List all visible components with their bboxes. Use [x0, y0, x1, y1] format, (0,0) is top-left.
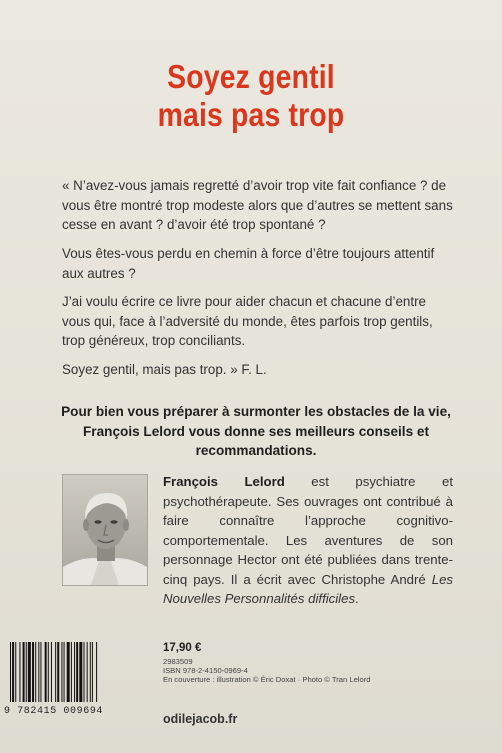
- title-line-1: Soyez gentil: [167, 58, 335, 95]
- barcode-digits: 9 782415 009694: [4, 706, 104, 717]
- isbn: ISBN 978-2-4150-0969-4: [163, 666, 248, 675]
- bio-end: .: [355, 591, 359, 606]
- price: 17,90 €: [163, 642, 202, 654]
- author-name: François Lelord: [163, 474, 285, 489]
- title-line-2: mais pas trop: [157, 96, 345, 133]
- quote-paragraph-1: « N’avez-vous jamais regretté d’avoir trop vite fait confiance ? de vous être montré trop modeste alors que d’autres se mettent sans cesse en avant ? d’avoir été trop spontané ?: [62, 178, 453, 232]
- bio-book-title: Les Nouvelles Personnalités difficiles: [163, 571, 453, 606]
- bio-text: est psychiatre et psychothérapeute. Ses ouvrages ont contribué à faire connaître l’approche cognitivo-comportementale. Les aventures de son personnage Hector ont été publiées dans trente-cinq pays. Il a écrit avec Christophe André: [163, 474, 453, 587]
- quote-paragraph-4: Soyez gentil, mais pas trop. » F. L.: [62, 362, 267, 377]
- publisher-website: odilejacob.fr: [163, 712, 238, 726]
- author-bio: [163, 472, 453, 609]
- barcode: [6, 642, 146, 702]
- ref-code: 2983509: [163, 657, 193, 666]
- quote-paragraph-3: J’ai voulu écrire ce livre pour aider chacun et chacune d’entre vous qui, face à l’adversité du monde, êtes parfois trop gentils, trop généreux, trop conciliants.: [62, 294, 433, 348]
- book-title: [35, 58, 467, 134]
- highlight-text: Pour bien vous préparer à surmonter les obstacles de la vie, François Lelord vous donne ses meilleurs conseils et recommandations.: [61, 404, 451, 458]
- author-photo: [62, 474, 148, 586]
- cover-credits: En couverture : illustration © Éric Doxat · Photo © Tran Lelord: [163, 675, 371, 684]
- quote-paragraph-2: Vous êtes-vous perdu en chemin à force d’être toujours attentif aux autres ?: [62, 246, 435, 281]
